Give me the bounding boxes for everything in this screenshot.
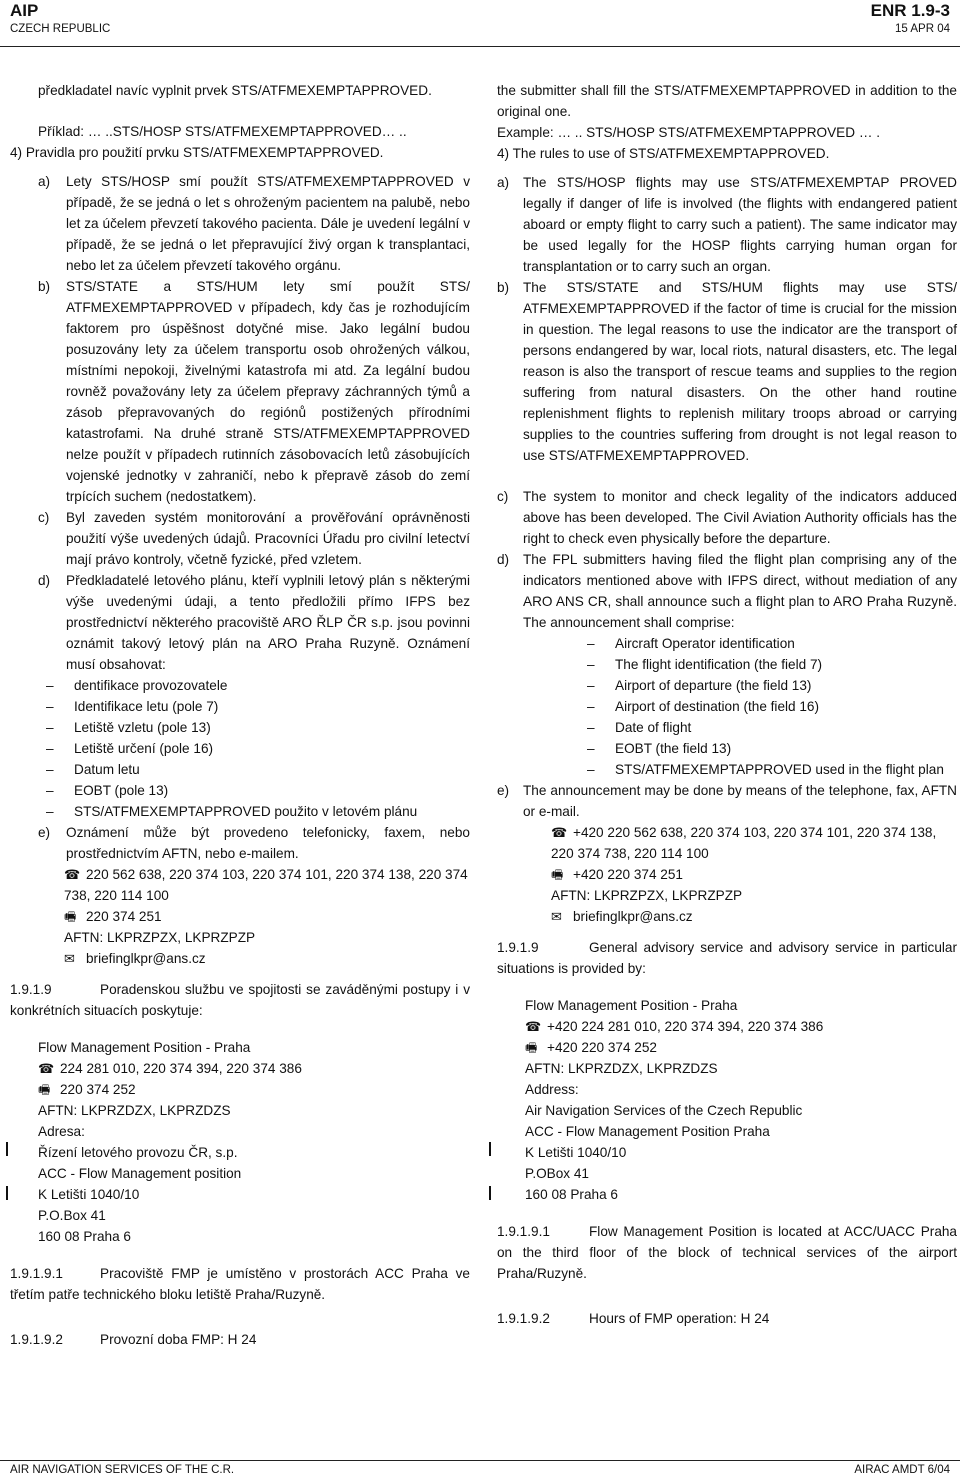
en-d-list xyxy=(497,633,957,780)
phone-icon: ☎ xyxy=(64,867,81,882)
cs-rules-heading: 4) Pravidla pro použití prvku STS/ATFMEXEMPTAPPROVED. xyxy=(10,145,384,160)
cs-fmp-title: Flow Management Position - Praha xyxy=(38,1040,251,1055)
page-header xyxy=(0,0,960,47)
cs-item-b xyxy=(10,276,470,507)
cs-d-text: Předkladatelé letového plánu, kteří vyplnili letový plán s některými výše uvedenými údaji, a tento předložili přímo IFPS bez prostřednictví některého pracoviště ARO ŘLP ČR s.p. jsou povinni oznámit takový letový plán na ARO Praha Ruzyně. Oznámení musí obsahovat: xyxy=(66,573,470,672)
cs-e-aftn: AFTN: LKPRZPZX, LKPRZPZP xyxy=(64,930,256,945)
cs-b-text: STS/STATE a STS/HUM lety smí použít STS/ ATFMEXEMPTAPPROVED v případech, kdy čas je rozhodujícím faktorem pro úspěšnost dotyčné mise. Jako legální budou posuzovány lety za účelem transportu osob ohrožených válkou, místními nepokoji, živelnými katastrofa mi atd. Za legální budou rovněž považovány lety za účelem přepravy záchranných týmů a zásob přepravovaných do regiónů postižených přírodními katastrofami. Na druhé straně STS/ATFMEXEMPTAPPROVED nelze použít v případech rutinních zásobovacích letů zásobujících vojenské jednotky v zahraničí, nebo k přepravě zásob do zemí trpících suchem (nedostatkem). xyxy=(66,279,470,504)
en-item-c xyxy=(497,486,957,549)
phone-icon: ☎ xyxy=(525,1019,542,1034)
en-fmp-phone-line xyxy=(525,1016,957,1037)
footer-amendment: AIRAC AMDT 6/04 xyxy=(854,1464,950,1476)
cs-c-text: Byl zaveden systém monitorování a prověřování oprávněnosti použití výše uvedených údajů. Pracovníci Úřadu pro civilní letectví mají právo kontroly, včetně fyzické, před vzletem. xyxy=(66,510,470,567)
list-item: – Identifikace letu (pole 7) xyxy=(46,699,219,714)
cs-e-phone: 220 562 638, 220 374 103, 220 374 101, 220 374 138, 220 374 738, 220 114 100 xyxy=(64,867,468,903)
fax-icon: 🖷 xyxy=(525,1040,538,1055)
revision-bar xyxy=(489,1186,491,1200)
cs-intro: předkladatel navíc vyplnit prvek STS/ATFMEXEMPTAPPROVED. xyxy=(38,83,432,98)
revision-bar xyxy=(6,1186,8,1200)
cs-fmp-line: Řízení letového provozu ČR, s.p. xyxy=(38,1145,238,1160)
list-item: – Letiště určení (pole 16) xyxy=(46,741,214,756)
cs-b-marker: b) xyxy=(38,279,51,294)
en-fmp-line: AFTN: LKPRZDZX, LKPRZDZS xyxy=(525,1061,718,1076)
en-fmp-fax: +420 220 374 252 xyxy=(547,1040,657,1055)
en-fmp-phone: +420 224 281 010, 220 374 394, 220 374 386 xyxy=(547,1019,824,1034)
fax-icon: 🖷 xyxy=(551,867,564,882)
list-item: – STS/ATFMEXEMPTAPPROVED použito v letovém plánu xyxy=(46,804,418,819)
header-aip: AIP xyxy=(10,1,39,20)
en-e-phone-line xyxy=(551,822,957,864)
en-e-phone: +420 220 562 638, 220 374 103, 220 374 101, 220 374 138, 220 374 738, 220 114 100 xyxy=(551,825,937,861)
en-fmp-line: K Letišti 1040/10 xyxy=(525,1145,627,1160)
phone-icon: ☎ xyxy=(551,825,568,840)
cs-item-c xyxy=(10,507,470,570)
en-section-19191: 1.9.1.9.1 Flow Management Position is located at ACC/UACC Praha on the third floor of the block of technical services of the airport Praha/Ruzyně. xyxy=(497,1221,957,1284)
cs-19192-num: 1.9.1.9.2 xyxy=(10,1332,63,1347)
header-right xyxy=(871,0,950,37)
cs-fmp-phone-line xyxy=(38,1058,470,1079)
en-item-d xyxy=(497,549,957,633)
cs-fmp-line: P.O.Box 41 xyxy=(38,1208,106,1223)
email-icon: ✉ xyxy=(551,909,562,924)
list-item: – dentifikace provozovatele xyxy=(46,678,228,693)
en-rules-heading: 4) The rules to use of STS/ATFMEXEMPTAPPROVED. xyxy=(497,146,830,161)
en-d-text: The FPL submitters having filed the flight plan comprising any of the indicators mentioned above with IFPS direct, without mediation of any ARO ANS CR, shall announce such a flight plan to ARO Praha Ruzyně. The announcement shall comprise: xyxy=(523,552,957,630)
en-item-b xyxy=(497,277,957,466)
cs-item-d xyxy=(10,570,470,675)
en-example: Example: … .. STS/HOSP STS/ATFMEXEMPTAPPROVED … . xyxy=(497,125,880,140)
en-item-a xyxy=(497,172,957,277)
en-e-contacts xyxy=(497,822,957,927)
cs-a-text: Lety STS/HOSP smí použít STS/ATFMEXEMPTAPPROVED v případě, že se jedná o let s ohroženým pacientem na palubě, nebo let za účelem převzetí takového pacienta. Dále je uvedení legální v případě, že se jedná o let přepravující živý organ k transplantaci, nebo let za účelem převzetí takového orgánu. xyxy=(66,174,470,273)
header-date: 15 APR 04 xyxy=(895,23,950,35)
en-fmp-fax-line xyxy=(525,1037,957,1058)
cs-fmp-fax: 220 374 252 xyxy=(60,1082,136,1097)
list-item: – Date of flight xyxy=(587,720,692,735)
en-section-1919: 1.9.1.9 General advisory service and advisory service in particular situations is provided by: xyxy=(497,937,957,979)
phone-icon: ☎ xyxy=(38,1061,55,1076)
list-item: – Airport of departure (the field 13) xyxy=(587,678,812,693)
cs-e-email: briefinglkpr@ans.cz xyxy=(86,951,206,966)
list-item: – EOBT (the field 13) xyxy=(587,741,732,756)
cs-item-a xyxy=(10,171,470,276)
header-country: CZECH REPUBLIC xyxy=(10,23,111,35)
en-fmp-line: ACC - Flow Management Position Praha xyxy=(525,1124,770,1139)
cs-a-marker: a) xyxy=(38,174,51,189)
cs-d-list xyxy=(10,675,470,822)
list-item: – Letiště vzletu (pole 13) xyxy=(46,720,211,735)
list-item: – Airport of destination (the field 16) xyxy=(587,699,820,714)
cs-fmp-block xyxy=(10,1037,470,1247)
en-e-email: briefinglkpr@ans.cz xyxy=(573,909,693,924)
en-a-marker: a) xyxy=(497,175,510,190)
cs-19191-num: 1.9.1.9.1 xyxy=(10,1266,63,1281)
en-a-text: The STS/HOSP flights may use STS/ATFMEXEMPTAP PROVED legally if danger of life is involved (the flights with endangered patient aboard or empty flight to carry such a patient). The same indicator may be used legally for the HOSP flights carrying human organ for transplantation or to carry such an organ. xyxy=(523,175,957,274)
header-left xyxy=(10,0,110,37)
en-c-text: The system to monitor and check legality of the indicators adduced above has been developed. The Civil Aviation Authority officials has the right to check even physically before the departure. xyxy=(523,489,957,546)
page-footer xyxy=(0,1460,960,1478)
en-d-marker: d) xyxy=(497,552,510,567)
en-item-e xyxy=(497,780,957,822)
header-page-ref: ENR 1.9-3 xyxy=(870,1,950,20)
czech-column xyxy=(10,80,470,1350)
cs-fmp-line: K Letišti 1040/10 xyxy=(38,1187,140,1202)
en-fmp-line: P.OBox 41 xyxy=(525,1166,589,1181)
cs-d-marker: d) xyxy=(38,573,51,588)
revision-bar xyxy=(489,1142,491,1156)
revision-bar xyxy=(6,1142,8,1156)
en-e-marker: e) xyxy=(497,783,510,798)
cs-e-marker: e) xyxy=(38,825,51,840)
cs-1919-text: 1.9.1.9 Poradenskou službu ve spojitosti se zaváděnými postupy i v konkrétních situacích poskytuje: xyxy=(10,979,470,1021)
list-item: – EOBT (pole 13) xyxy=(46,783,169,798)
en-b-text: The STS/STATE and STS/HUM flights may use STS/ ATFMEXEMPTAPPROVED if the factor of time is crucial for the mission in question. The legal reasons to use the indicator are the transport of persons endangered by war, local riots, natural disasters, etc. The legal reason is also the transport of rescue teams and supplies to the region suffering from natural disasters. On the other hand routine replenishment flights to replenish military troops abroad or carrying supplies to the countries suffering from drought is not legal reason to use STS/ATFMEXEMPTAPPROVED. xyxy=(523,280,957,463)
email-icon: ✉ xyxy=(64,951,75,966)
cs-fmp-line: 160 08 Praha 6 xyxy=(38,1229,131,1244)
en-fmp-line: Air Navigation Services of the Czech Republic xyxy=(525,1103,803,1118)
en-fmp-title: Flow Management Position - Praha xyxy=(525,998,738,1013)
en-fmp-line: Address: xyxy=(525,1082,579,1097)
en-intro: the submitter shall fill the STS/ATFMEXEMPTAPPROVED in addition to the original one. xyxy=(497,83,957,119)
en-e-text: The announcement may be done by means of the telephone, fax, AFTN or e-mail. xyxy=(523,783,957,819)
en-c-marker: c) xyxy=(497,489,509,504)
en-fmp-block xyxy=(497,995,957,1205)
cs-fmp-line: Adresa: xyxy=(38,1124,85,1139)
fax-icon: 🖷 xyxy=(38,1082,51,1097)
cs-fmp-line: ACC - Flow Management position xyxy=(38,1166,242,1181)
en-e-fax-line xyxy=(551,864,957,885)
cs-c-marker: c) xyxy=(38,510,50,525)
list-item: – STS/ATFMEXEMPTAPPROVED used in the flight plan xyxy=(587,762,944,777)
en-e-aftn: AFTN: LKPRZPZX, LKPRZPZP xyxy=(551,888,743,903)
english-column xyxy=(497,80,957,1329)
cs-fmp-fax-line xyxy=(38,1079,470,1100)
cs-1919-num: 1.9.1.9 xyxy=(10,982,52,997)
en-19191-num: 1.9.1.9.1 xyxy=(497,1224,550,1239)
fax-icon: 🖷 xyxy=(64,909,77,924)
cs-fmp-phone: 224 281 010, 220 374 394, 220 374 386 xyxy=(60,1061,302,1076)
footer-publisher: AIR NAVIGATION SERVICES OF THE C.R. xyxy=(10,1464,235,1476)
cs-e-fax-line xyxy=(64,906,470,927)
en-b-marker: b) xyxy=(497,280,510,295)
en-e-fax: +420 220 374 251 xyxy=(573,867,683,882)
cs-section-1919 xyxy=(10,979,470,1021)
cs-item-e xyxy=(10,822,470,864)
cs-section-19191: 1.9.1.9.1 Pracoviště FMP je umístěno v prostorách ACC Praha ve třetím patře technického bloku letiště Praha/Ruzyně. xyxy=(10,1263,470,1305)
cs-e-phone-line xyxy=(64,864,470,906)
cs-e-fax: 220 374 251 xyxy=(86,909,162,924)
cs-fmp-line: AFTN: LKPRZDZX, LKPRZDZS xyxy=(38,1103,231,1118)
list-item: – Datum letu xyxy=(46,762,140,777)
en-section-19192: 1.9.1.9.2 Hours of FMP operation: H 24 xyxy=(497,1308,957,1329)
cs-e-text: Oznámení může být provedeno telefonicky, faxem, nebo prostřednictvím AFTN, nebo e-mailem. xyxy=(66,825,470,861)
en-1919-num: 1.9.1.9 xyxy=(497,940,539,955)
cs-e-contacts xyxy=(10,864,470,969)
cs-e-email-line xyxy=(64,948,470,969)
en-e-email-line xyxy=(551,906,957,927)
en-19192-num: 1.9.1.9.2 xyxy=(497,1311,550,1326)
en-fmp-line: 160 08 Praha 6 xyxy=(525,1187,618,1202)
cs-section-19192: 1.9.1.9.2 Provozní doba FMP: H 24 xyxy=(10,1329,470,1350)
cs-example: Příklad: … ..STS/HOSP STS/ATFMEXEMPTAPPROVED… .. xyxy=(38,124,407,139)
list-item: – Aircraft Operator identification xyxy=(587,636,795,651)
list-item: – The flight identification (the field 7) xyxy=(587,657,823,672)
